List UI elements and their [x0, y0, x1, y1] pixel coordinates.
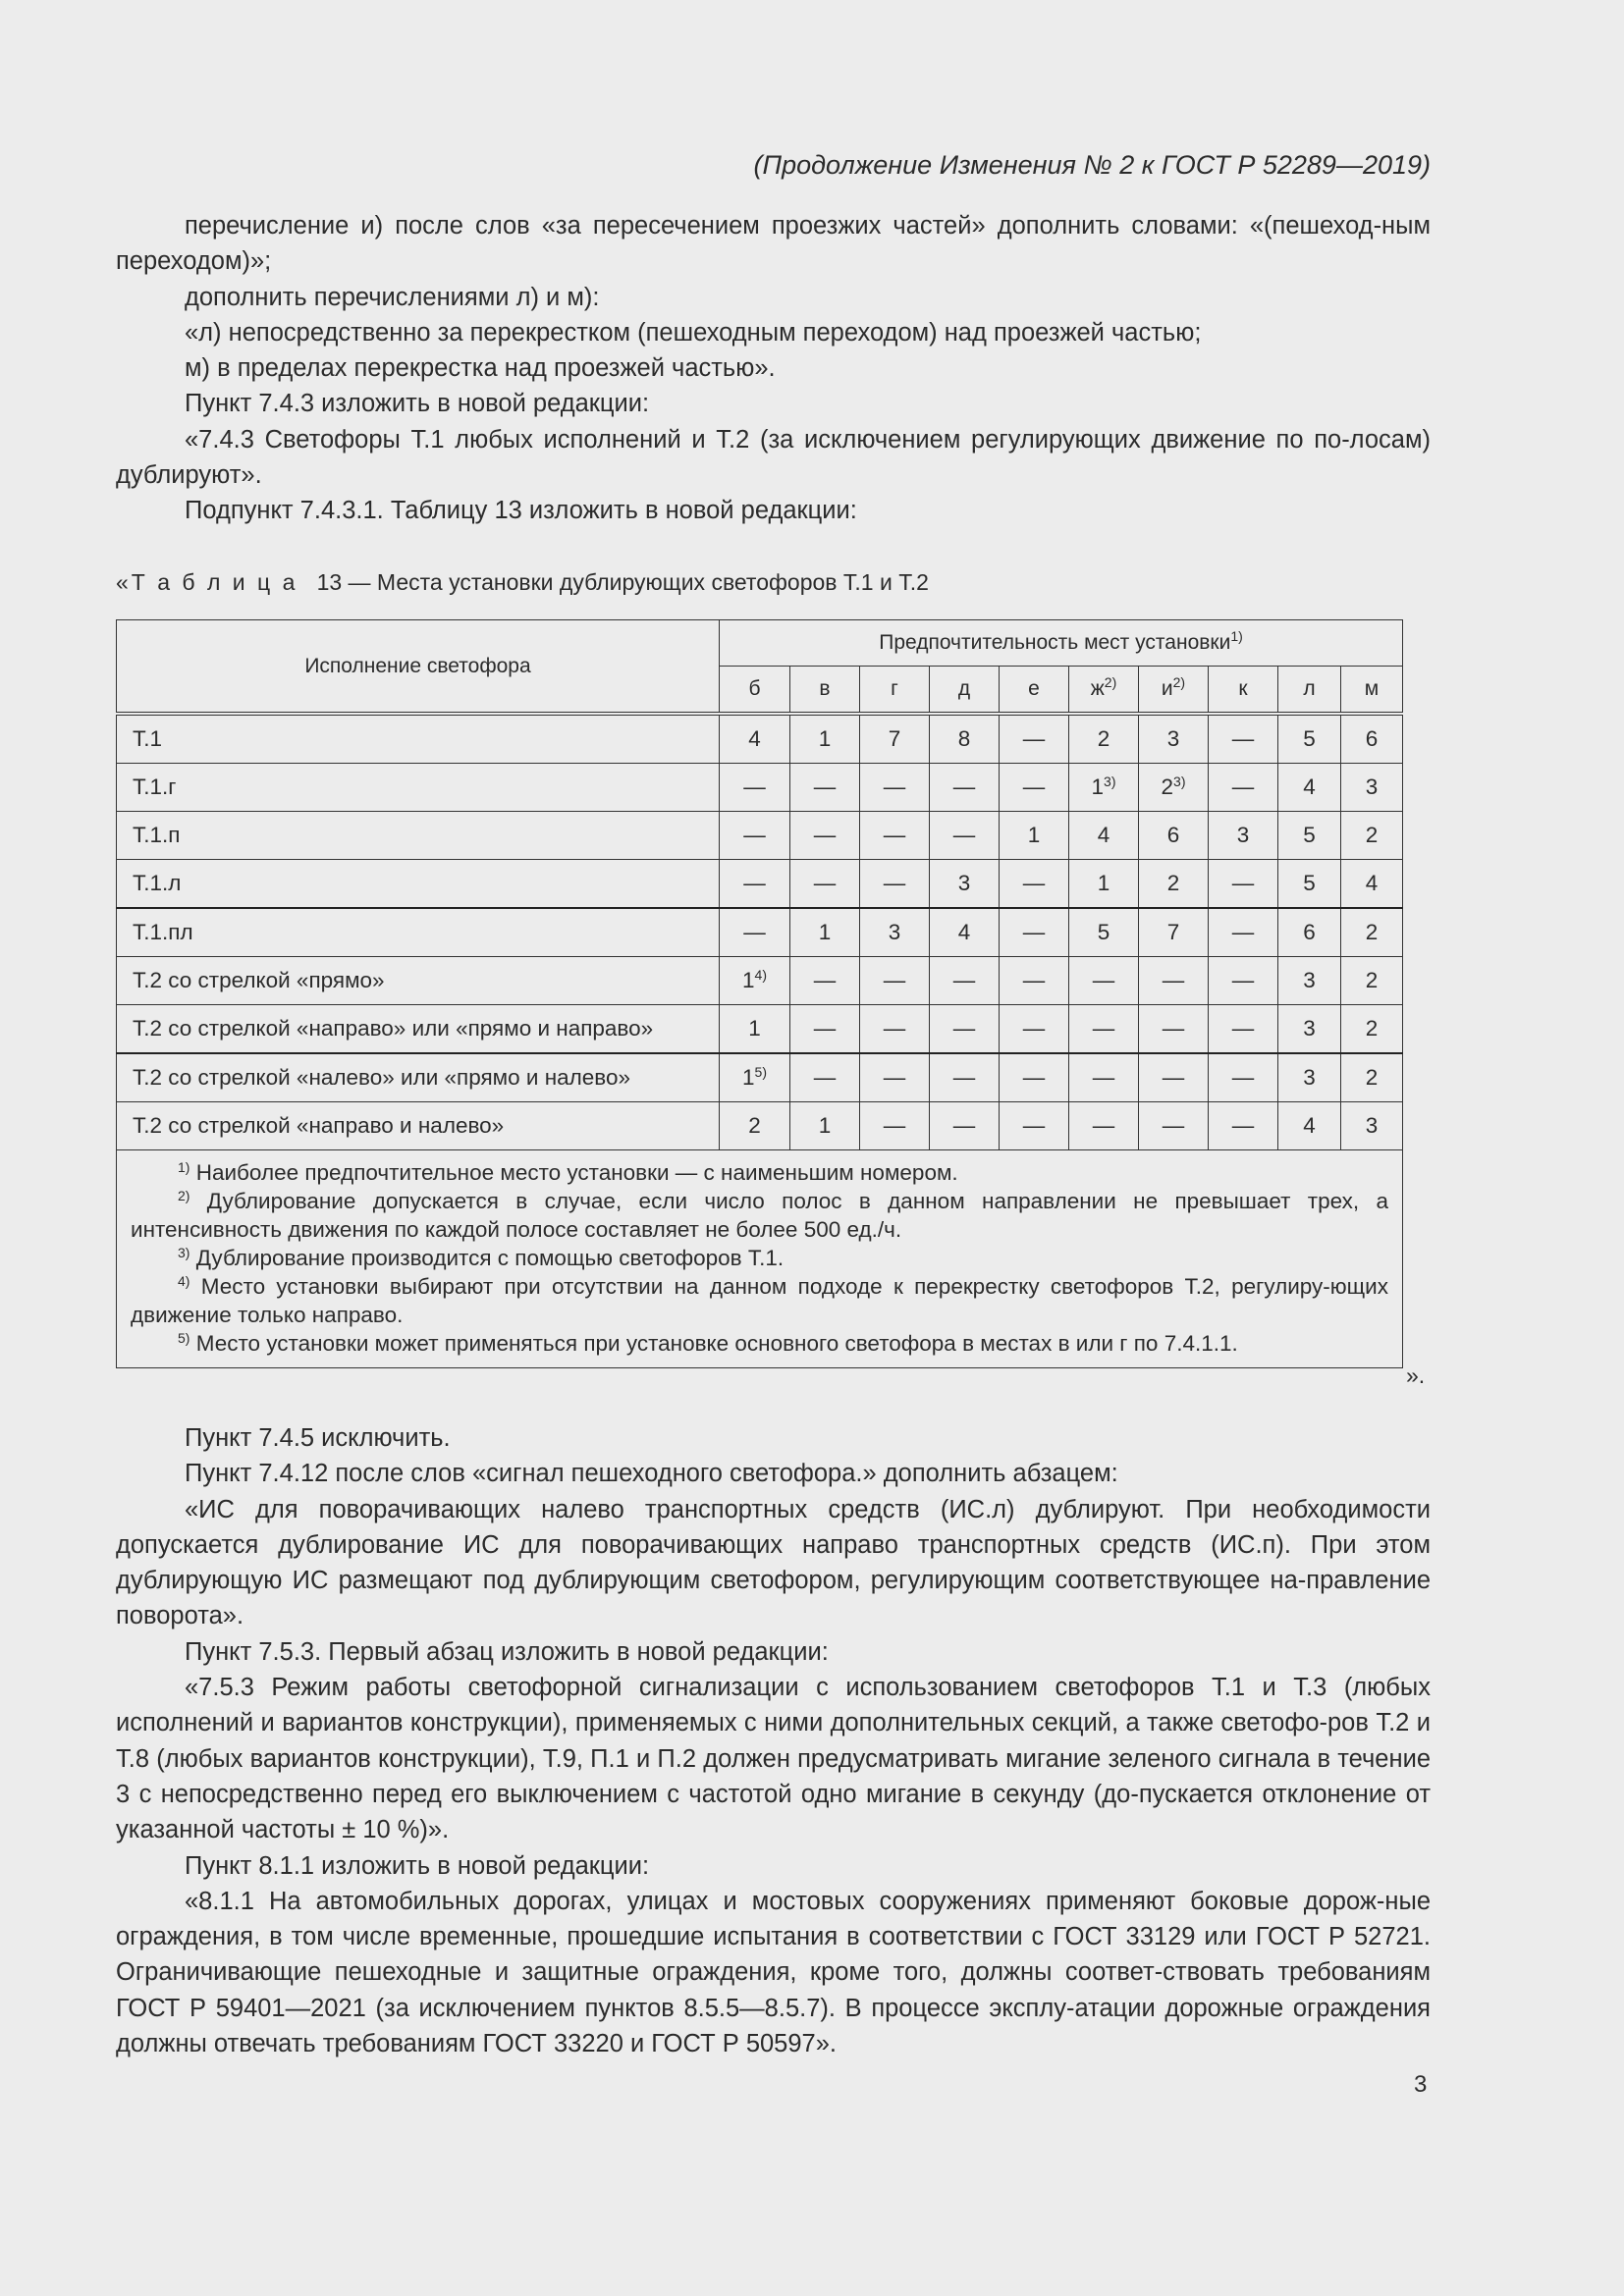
table-cell: [790, 764, 860, 812]
table-cell: [1341, 1005, 1403, 1054]
column-header: [1000, 667, 1069, 715]
cell-value: —: [743, 920, 766, 944]
table-cell: [930, 764, 1000, 812]
column-header-label: м: [1364, 677, 1380, 700]
cell-value: —: [883, 871, 906, 895]
cell-value: 7: [888, 726, 901, 751]
cell-value: 4: [1303, 1113, 1316, 1138]
column-header: [1069, 667, 1139, 715]
cell-value: —: [952, 1016, 976, 1041]
table-cell: [790, 812, 860, 860]
cell-value: 2: [1365, 920, 1379, 944]
column-group-header-label: Предпочтительность мест установки: [879, 631, 1231, 654]
table-cell: [1000, 714, 1069, 764]
table-cell: [1278, 714, 1341, 764]
cell-value: —: [883, 1113, 906, 1138]
cell-value: —: [1092, 968, 1115, 992]
table-caption-title: 13 — Места установки дублирующих светофоров Т.1 и Т.2: [316, 569, 929, 595]
table-cell: [1000, 957, 1069, 1005]
table-cell: [1278, 764, 1341, 812]
table-cell: [720, 957, 790, 1005]
cell-value: 1: [748, 1016, 761, 1041]
cell-value: 3: [1365, 1113, 1379, 1138]
cell-value: —: [813, 1016, 837, 1041]
row-label: Т.1.п: [117, 812, 720, 860]
cell-value: 2: [1365, 823, 1379, 847]
table-cell: [930, 860, 1000, 909]
cell-value: 2: [1365, 968, 1379, 992]
table-cell: [790, 957, 860, 1005]
footnote-text: Наиболее предпочтительное место установки — с наименьшим номером.: [189, 1160, 958, 1185]
column-header-label: ж: [1090, 677, 1105, 700]
cell-value: 4: [957, 920, 971, 944]
table-cell: [1069, 1005, 1139, 1054]
cell-value: 1: [818, 920, 832, 944]
table-cell: [1209, 860, 1278, 909]
table-cell: [1278, 860, 1341, 909]
column-group-header-footnote: 1): [1230, 628, 1243, 644]
column-header-label: е: [1028, 677, 1040, 700]
column-header-label: и: [1161, 677, 1173, 700]
cell-value: —: [743, 871, 766, 895]
table-cell: [860, 714, 930, 764]
cell-value: 5: [1303, 823, 1316, 847]
footnote-mark: 4): [178, 1273, 190, 1289]
paragraph: Пункт 7.5.3. Первый абзац изложить в новой редакции:: [185, 1637, 829, 1666]
table-cell: [720, 908, 790, 957]
cell-value: —: [952, 823, 976, 847]
row-label: Т.2 со стрелкой «направо и налево»: [117, 1102, 720, 1150]
column-header: [860, 667, 930, 715]
table-cell: [1341, 812, 1403, 860]
footnote: [131, 1244, 1388, 1272]
column-header: [790, 667, 860, 715]
cell-value: 7: [1166, 920, 1180, 944]
table-cell: [1000, 812, 1069, 860]
table-cell: [1139, 1005, 1209, 1054]
table-cell: [1278, 957, 1341, 1005]
table-row: [117, 714, 1403, 764]
cell-value: 1: [1097, 871, 1110, 895]
table-cell: [1278, 812, 1341, 860]
row-label: Т.1.л: [117, 860, 720, 909]
table-13: [116, 619, 1403, 1368]
cell-value: 2: [1097, 726, 1110, 751]
table-cell: [1000, 860, 1069, 909]
column-header-label: в: [819, 677, 831, 700]
cell-value: 5: [1097, 920, 1110, 944]
paragraph: «7.5.3 Режим работы светофорной сигнализации с использованием светофоров Т.1 и Т.3 (любых исполнений и вариантов конструкции), применяемых с ними дополнительных секций, а также светофо-ров Т.2 и Т.8 (любых вариантов конструкции), Т.9, П.1 и П.2 должен предусматривать мигание зеленого сигнала в течение 3 с непосредственно перед его выключением с частотой одно мигание в секунду (до-пускается отклонение от указанной частоты ± 10 %)».: [116, 1674, 1431, 1844]
cell-value: 1: [742, 1065, 755, 1090]
column-header-label: д: [957, 677, 971, 700]
cell-value: 3: [1303, 968, 1316, 992]
column-header-label: б: [748, 677, 761, 700]
cell-value: —: [1022, 920, 1046, 944]
row-label: Т.2 со стрелкой «налево» или «прямо и налево»: [117, 1053, 720, 1102]
table-cell: [930, 1005, 1000, 1054]
cell-value: 3: [1365, 774, 1379, 799]
table-cell: [1069, 860, 1139, 909]
footnote-text: Дублирование производится с помощью светофоров Т.1.: [189, 1246, 785, 1270]
cell-value: 5: [1303, 871, 1316, 895]
paragraph: Пункт 8.1.1 изложить в новой редакции:: [185, 1851, 650, 1880]
row-label: Т.2 со стрелкой «направо» или «прямо и направо»: [117, 1005, 720, 1054]
cell-value: —: [813, 968, 837, 992]
paragraph: Пункт 7.4.3 изложить в новой редакции:: [185, 390, 650, 418]
row-label: Т.1: [117, 714, 720, 764]
cell-value: 6: [1166, 823, 1180, 847]
paragraph: дополнить перечислениями л) и м):: [185, 283, 600, 311]
cell-footnote: 3): [1173, 774, 1186, 789]
cell-value: —: [743, 774, 766, 799]
footnote: [131, 1187, 1388, 1244]
table-cell: [790, 1053, 860, 1102]
cell-value: 1: [1091, 774, 1105, 799]
cell-value: 2: [748, 1113, 761, 1138]
footnote-mark: 5): [178, 1330, 190, 1346]
cell-value: 4: [748, 726, 761, 751]
column-header-label: к: [1238, 677, 1248, 700]
table-row: [117, 908, 1403, 957]
cell-value: 2: [1365, 1016, 1379, 1041]
table-cell: [1139, 1102, 1209, 1150]
table-cell: [1209, 714, 1278, 764]
table-cell: [1278, 1053, 1341, 1102]
paragraph: «л) непосредственно за перекрестком (пешеходным переходом) над проезжей частью;: [185, 318, 1202, 347]
table-cell: [1069, 764, 1139, 812]
table-cell: [1139, 764, 1209, 812]
table-cell: [1278, 1102, 1341, 1150]
cell-footnote: 3): [1104, 774, 1116, 789]
bottom-text-block: [116, 1420, 1431, 2061]
cell-value: —: [813, 823, 837, 847]
column-header: [720, 667, 790, 715]
table-cell: [1341, 908, 1403, 957]
column-group-header: [720, 620, 1403, 667]
cell-value: —: [883, 1016, 906, 1041]
cell-value: 6: [1303, 920, 1316, 944]
table-notes: [117, 1150, 1403, 1368]
table-cell: [1069, 714, 1139, 764]
paragraph: «8.1.1 На автомобильных дорогах, улицах и мостовых сооружениях применяют боковые дорож-ные ограждения, в том числе временные, прошедшие испытания в соответствии с ГОСТ 33129 или ГОСТ Р 52721. Ограничивающие пешеходные и защитные ограждения, кроме того, должны соответ-ствовать требованиям ГОСТ Р 59401—2021 (за исключением пунктов 8.5.5—8.5.7). В процессе эксплу-атации дорожные ограждения должны отвечать требованиям ГОСТ 33220 и ГОСТ Р 50597».: [116, 1887, 1431, 2058]
cell-value: 3: [1303, 1065, 1316, 1090]
cell-value: —: [1231, 871, 1255, 895]
table-cell: [790, 1005, 860, 1054]
table-row: [117, 1005, 1403, 1054]
table-cell: [720, 1005, 790, 1054]
cell-value: —: [1022, 1065, 1046, 1090]
footnote-text: Дублирование допускается в случае, если число полос в данном направлении не превышает трех, а интенсивность движения по каждой полосе составляет не более 500 ед./ч.: [131, 1189, 1388, 1242]
cell-value: —: [883, 968, 906, 992]
table-cell: [1000, 1102, 1069, 1150]
cell-value: —: [813, 1065, 837, 1090]
footnote: [131, 1272, 1388, 1329]
table-cell: [790, 714, 860, 764]
top-text-block: [116, 208, 1431, 529]
table-cell: [1139, 714, 1209, 764]
row-label: Т.1.пл: [117, 908, 720, 957]
cell-value: —: [813, 774, 837, 799]
cell-value: 3: [1236, 823, 1250, 847]
table-cell: [1139, 860, 1209, 909]
table-cell: [1000, 764, 1069, 812]
cell-value: 1: [818, 1113, 832, 1138]
cell-value: —: [1022, 871, 1046, 895]
table-cell: [1069, 1053, 1139, 1102]
cell-value: —: [1022, 1016, 1046, 1041]
cell-value: 4: [1365, 871, 1379, 895]
footnote: [131, 1158, 1388, 1187]
column-header: [1341, 667, 1403, 715]
cell-value: 1: [1027, 823, 1041, 847]
cell-value: 2: [1166, 871, 1180, 895]
table-cell: [1069, 957, 1139, 1005]
cell-value: 1: [742, 968, 755, 992]
cell-value: 8: [957, 726, 971, 751]
table-cell: [720, 860, 790, 909]
cell-value: —: [1162, 968, 1185, 992]
paragraph: м) в пределах перекрестка над проезжей частью».: [185, 354, 776, 383]
cell-value: —: [952, 968, 976, 992]
table-closing-quote: ».: [1406, 1362, 1426, 1388]
table-cell: [1341, 764, 1403, 812]
table-cell: [1209, 764, 1278, 812]
table-cell: [720, 1102, 790, 1150]
cell-value: —: [952, 1113, 976, 1138]
table-cell: [1139, 812, 1209, 860]
table-cell: [790, 860, 860, 909]
table-cell: [1000, 908, 1069, 957]
table-cell: [860, 812, 930, 860]
paragraph: Пункт 7.4.5 исключить.: [185, 1424, 451, 1452]
table-cell: [1069, 908, 1139, 957]
cell-value: —: [883, 1065, 906, 1090]
column-header-label: л: [1303, 677, 1316, 700]
cell-value: —: [1162, 1113, 1185, 1138]
cell-value: 3: [888, 920, 901, 944]
cell-value: —: [1022, 726, 1046, 751]
cell-value: —: [1231, 1113, 1255, 1138]
cell-value: —: [952, 1065, 976, 1090]
table-cell: [1209, 812, 1278, 860]
table-cell: [1278, 908, 1341, 957]
table-cell: [930, 908, 1000, 957]
table-cell: [1139, 957, 1209, 1005]
table-cell: [1069, 812, 1139, 860]
column-header: [1209, 667, 1278, 715]
column-header-footnote: 2): [1104, 674, 1117, 690]
column-header: [1278, 667, 1341, 715]
table-cell: [1139, 908, 1209, 957]
table-cell: [1000, 1005, 1069, 1054]
table-cell: [860, 1053, 930, 1102]
paragraph: Пункт 7.4.12 после слов «сигнал пешеходного светофора.» дополнить абзацем:: [185, 1460, 1118, 1488]
table-cell: [1069, 1102, 1139, 1150]
table-row: [117, 860, 1403, 909]
table-caption-prefix: «Т а б л и ц а: [116, 569, 298, 595]
cell-value: —: [1092, 1113, 1115, 1138]
table-cell: [930, 957, 1000, 1005]
cell-value: 3: [957, 871, 971, 895]
table-cell: [790, 1102, 860, 1150]
column-header: [930, 667, 1000, 715]
cell-value: —: [1092, 1016, 1115, 1041]
cell-value: 2: [1161, 774, 1174, 799]
table-cell: [860, 908, 930, 957]
table-cell: [1341, 714, 1403, 764]
cell-value: —: [813, 871, 837, 895]
column-header-footnote: 2): [1172, 674, 1186, 690]
cell-value: —: [743, 823, 766, 847]
table-notes-row: [117, 1150, 1403, 1368]
table-cell: [720, 812, 790, 860]
table-cell: [930, 812, 1000, 860]
table-cell: [860, 860, 930, 909]
cell-value: —: [883, 774, 906, 799]
table-cell: [1209, 957, 1278, 1005]
cell-value: —: [1162, 1016, 1185, 1041]
footnote-mark: 1): [178, 1159, 190, 1175]
cell-value: —: [1231, 1016, 1255, 1041]
table-cell: [860, 764, 930, 812]
cell-value: 6: [1365, 726, 1379, 751]
table-row: [117, 957, 1403, 1005]
cell-value: —: [1162, 1065, 1185, 1090]
table-cell: [1209, 908, 1278, 957]
cell-value: 2: [1365, 1065, 1379, 1090]
running-header: (Продолжение Изменения № 2 к ГОСТ Р 52289—2019): [753, 150, 1431, 180]
table-row: [117, 764, 1403, 812]
table-cell: [1209, 1005, 1278, 1054]
cell-value: —: [1231, 1065, 1255, 1090]
table-row: [117, 1053, 1403, 1102]
cell-value: —: [1092, 1065, 1115, 1090]
cell-value: 4: [1097, 823, 1110, 847]
footnote-text: Место установки выбирают при отсутствии на данном подходе к перекрестку светофоров Т.2, регулиру-ющих движение только направо.: [131, 1274, 1388, 1327]
table-cell: [930, 714, 1000, 764]
table-cell: [1341, 1102, 1403, 1150]
cell-value: 4: [1303, 774, 1316, 799]
table-cell: [1209, 1102, 1278, 1150]
table-cell: [930, 1053, 1000, 1102]
cell-value: 5: [1303, 726, 1316, 751]
row-label: Т.2 со стрелкой «прямо»: [117, 957, 720, 1005]
table-cell: [720, 1053, 790, 1102]
table-row: [117, 812, 1403, 860]
cell-value: —: [883, 823, 906, 847]
table-cell: [1341, 1053, 1403, 1102]
paragraph: «ИС для поворачивающих налево транспортных средств (ИС.л) дублируют. При необходимости допускается дублирование ИС для поворачивающих направо транспортных средств (ИС.п). При этом дублирующую ИС размещают под дублирующим светофором, регулирующим соответствующее на-правление поворота».: [116, 1495, 1431, 1630]
cell-value: —: [1231, 920, 1255, 944]
table-cell: [930, 1102, 1000, 1150]
cell-value: —: [1231, 774, 1255, 799]
paragraph: «7.4.3 Светофоры Т.1 любых исполнений и Т.2 (за исключением регулирующих движение по по-лосам) дублируют».: [116, 425, 1431, 490]
page-number: 3: [1414, 2071, 1428, 2098]
table-cell: [1209, 1053, 1278, 1102]
table-cell: [860, 957, 930, 1005]
table-cell: [1341, 860, 1403, 909]
cell-value: 3: [1303, 1016, 1316, 1041]
column-header-label: г: [891, 677, 898, 700]
table-cell: [1000, 1053, 1069, 1102]
table-row: [117, 1102, 1403, 1150]
table-cell: [1139, 1053, 1209, 1102]
table-cell: [1278, 1005, 1341, 1054]
table-cell: [860, 1005, 930, 1054]
cell-value: —: [1022, 774, 1046, 799]
footnote: [131, 1329, 1388, 1358]
cell-value: 1: [818, 726, 832, 751]
cell-footnote: 4): [754, 967, 767, 983]
paragraph: перечисление и) после слов «за пересечением проезжих частей» дополнить словами: «(пешеход-ным переходом)»;: [116, 212, 1431, 276]
table-caption: [116, 565, 929, 599]
cell-value: —: [1022, 1113, 1046, 1138]
paragraph: Подпункт 7.4.3.1. Таблицу 13 изложить в новой редакции:: [185, 497, 857, 525]
footnote-mark: 3): [178, 1245, 190, 1260]
footnote-mark: 2): [178, 1188, 190, 1203]
row-label: Т.1.г: [117, 764, 720, 812]
cell-value: —: [1231, 726, 1255, 751]
cell-footnote: 5): [754, 1064, 767, 1080]
cell-value: —: [1022, 968, 1046, 992]
column-header: [1139, 667, 1209, 715]
cell-value: 3: [1166, 726, 1180, 751]
cell-value: —: [1231, 968, 1255, 992]
table-cell: [720, 764, 790, 812]
cell-value: —: [952, 774, 976, 799]
table-header-row: [117, 620, 1403, 667]
footnote-text: Место установки может применяться при установке основного светофора в местах в или г по 7.4.1.1.: [189, 1331, 1238, 1356]
table-cell: [1341, 957, 1403, 1005]
table-cell: [720, 714, 790, 764]
column-header-signal-type: Исполнение светофора: [117, 620, 720, 715]
table-cell: [860, 1102, 930, 1150]
table-cell: [790, 908, 860, 957]
